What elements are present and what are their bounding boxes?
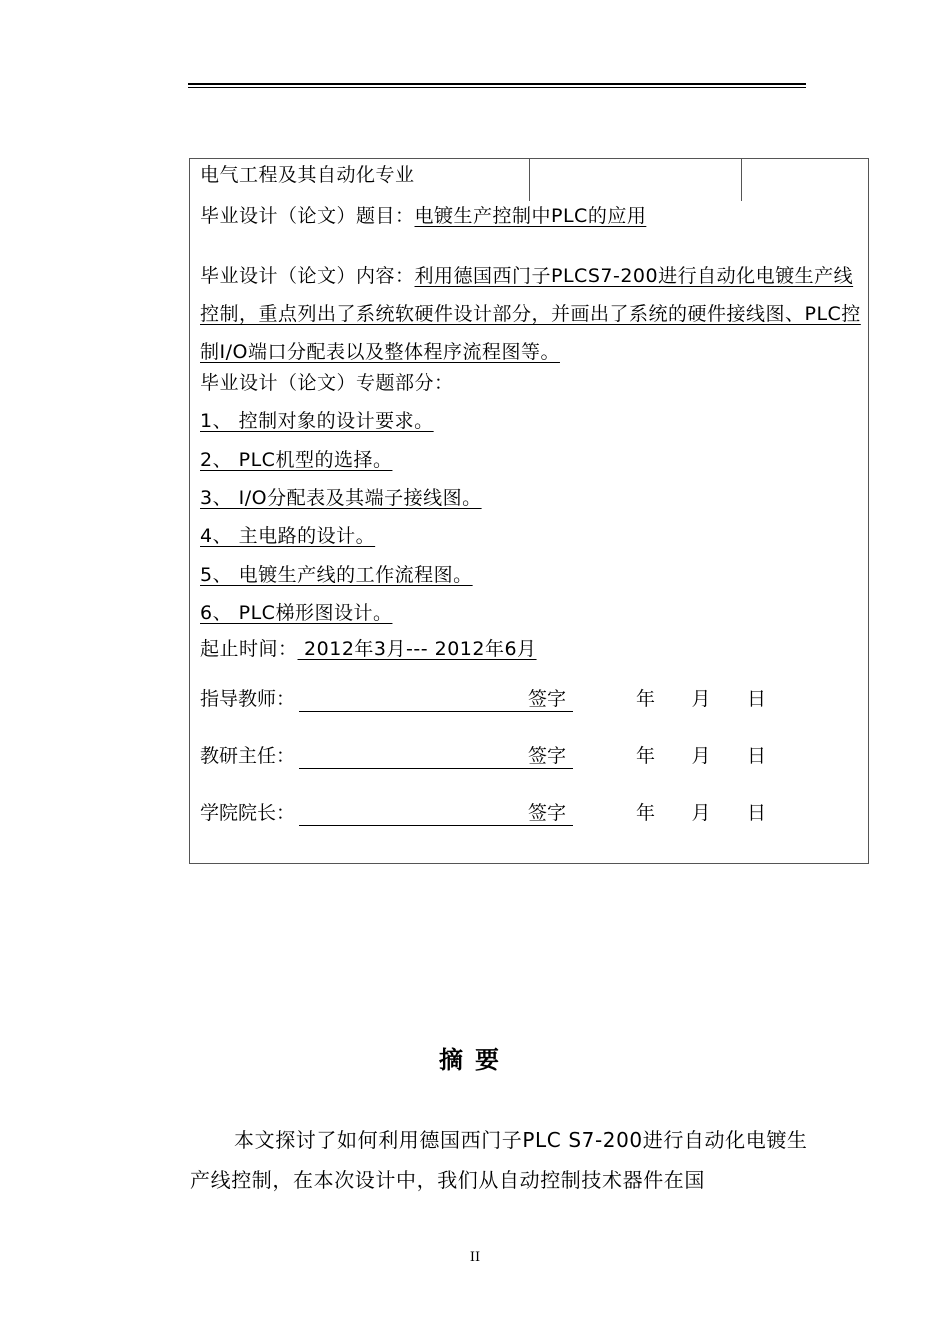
period-label: 起止时间： — [200, 638, 298, 660]
abstract-body — [190, 1120, 810, 1200]
signature-row-director — [200, 744, 766, 769]
year-label: 年 — [636, 802, 656, 824]
year-label: 年 — [636, 745, 656, 767]
signature-label: 指导教师： — [200, 688, 296, 710]
signature-label: 教研主任： — [200, 745, 296, 767]
topic-item: 5、 电镀生产线的工作流程图。 — [200, 564, 473, 586]
thesis-content-label: 毕业设计（论文）内容： — [200, 265, 415, 287]
thesis-title-label: 毕业设计（论文）题目： — [200, 205, 415, 227]
topic-item: 1、 控制对象的设计要求。 — [200, 410, 434, 432]
thesis-task-form — [189, 158, 869, 864]
day-label: 日 — [746, 745, 766, 767]
thesis-content-value: 利用德国西门子PLCS7-200进行自动化电镀生产线控制，重点列出了系统软硬件设计部分，并画出了系统的硬件接线图、PLC控制I/O端口分配表以及整体程序流程图等。 — [200, 265, 861, 363]
signature-blank — [299, 691, 525, 712]
signature-row-dean — [200, 801, 766, 826]
thesis-title-line — [200, 204, 646, 228]
year-label: 年 — [636, 688, 656, 710]
period-value: 2012年3月--- 2012年6月 — [297, 638, 537, 660]
thesis-title-value: 电镀生产控制中PLC的应用 — [414, 205, 647, 227]
major-text: 电气工程及其自动化专业 — [200, 164, 415, 186]
thesis-content — [200, 257, 864, 371]
signature-sign: 签字 — [521, 687, 573, 712]
month-label: 月 — [691, 688, 711, 710]
page-number: II — [469, 1250, 481, 1265]
topic-item: 6、 PLC梯形图设计。 — [200, 602, 393, 624]
topic-item: 4、 主电路的设计。 — [200, 525, 376, 547]
topic-label: 毕业设计（论文）专题部分： — [200, 372, 454, 394]
topic-item: 2、 PLC机型的选择。 — [200, 449, 393, 471]
cell-divider — [741, 159, 742, 201]
topic-item: 3、 I/O分配表及其端子接线图。 — [200, 487, 482, 509]
abstract-title: 摘要 — [439, 1046, 511, 1074]
header-rule-thin — [188, 87, 806, 88]
month-label: 月 — [691, 802, 711, 824]
signature-date — [636, 801, 766, 825]
day-label: 日 — [746, 802, 766, 824]
signature-date — [636, 744, 766, 768]
header-rule-thick — [188, 83, 806, 85]
signature-date — [636, 687, 766, 711]
day-label: 日 — [746, 688, 766, 710]
period-line — [200, 637, 537, 661]
month-label: 月 — [691, 745, 711, 767]
cell-divider — [529, 159, 530, 201]
abstract-text: 本文探讨了如何利用德国西门子PLC S7-200进行自动化电镀生产线控制，在本次设计中，我们从自动控制技术器件在国 — [190, 1128, 808, 1192]
signature-blank — [299, 748, 525, 769]
signature-blank — [299, 805, 525, 826]
signature-row-advisor — [200, 687, 766, 712]
signature-sign: 签字 — [521, 744, 573, 769]
signature-sign: 签字 — [521, 801, 573, 826]
signature-label: 学院院长： — [200, 802, 296, 824]
